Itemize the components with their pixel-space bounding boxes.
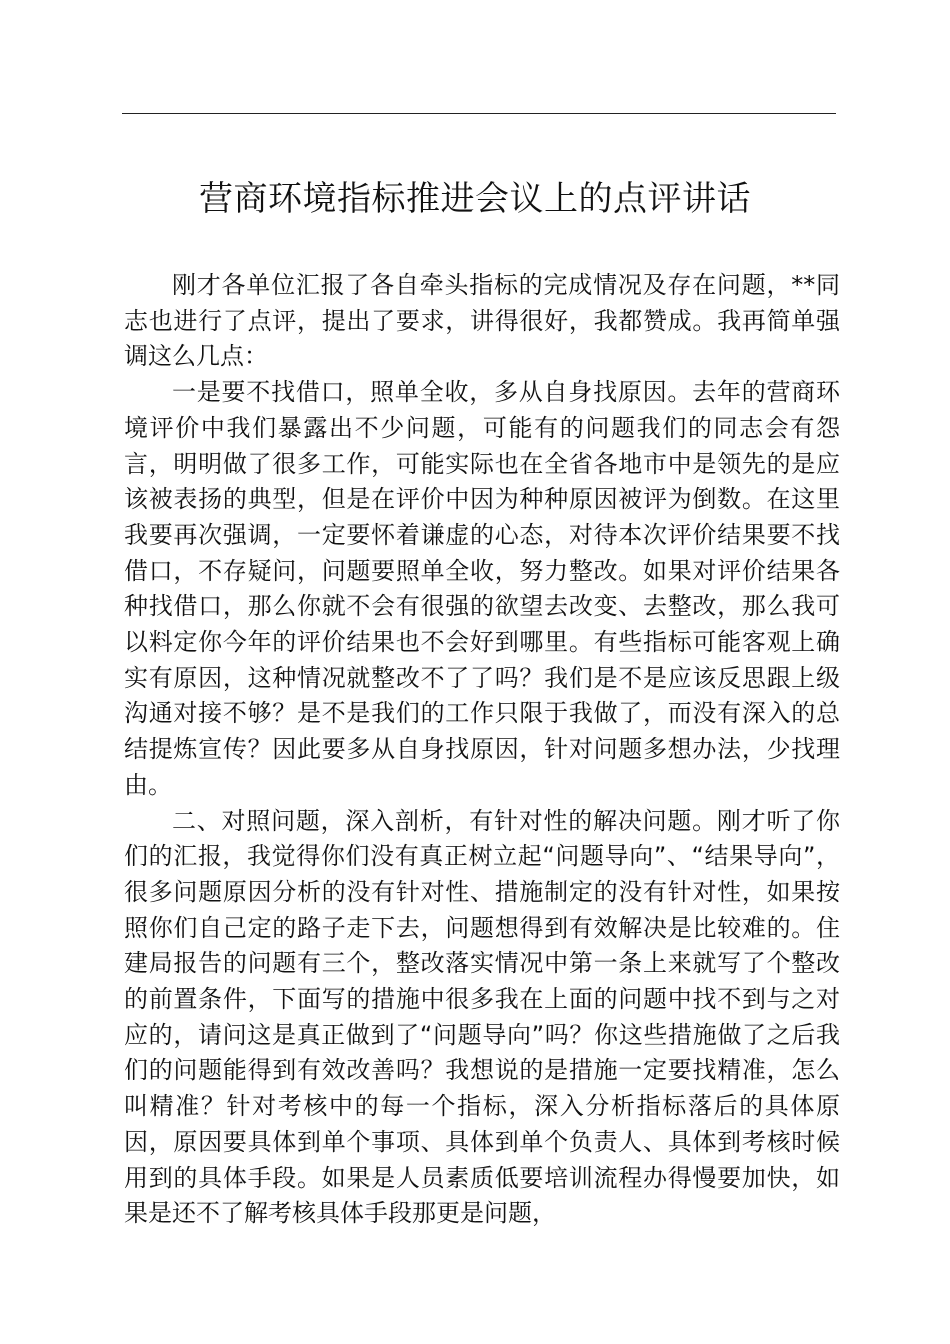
paragraph-intro: 刚才各单位汇报了各自牵头指标的完成情况及存在问题，**同志也进行了点评，提出了要求，讲得很好，我都赞成。我再简单强调这么几点： [124, 271, 840, 371]
paragraph-point-one: 一是要不找借口，照单全收，多从自身找原因。去年的营商环境评价中我们暴露出不少问题，可能有的问题我们的同志会有怨言，明明做了很多工作，可能实际也在全省各地市中是领先的是应该被表扬的典型，但是在评价中因为种种原因被评为倒数。在这里我要再次强调，一定要怀着谦虚的心态，对待本次评价结果要不找借口，不存疑问，问题要照单全收，努力整改。如果对评价结果各种找借口，那么你就不会有很强的欲望去改变、去整改，那么我可以料定你今年的评价结果也不会好到哪里。有些指标可能客观上确实有原因，这种情况就整改不了了吗？我们是不是应该反思跟上级沟通对接不够？是不是我们的工作只限于我做了，而没有深入的总结提炼宣传？因此要多从自身找原因，针对问题多想办法，少找理由。 [124, 378, 840, 799]
document-title: 营商环境指标推进会议上的点评讲话 [199, 179, 751, 219]
header-rule [122, 113, 836, 114]
document-body [124, 268, 840, 1232]
paragraph-point-two: 二、对照问题，深入剖析，有针对性的解决问题。刚才听了你们的汇报，我觉得你们没有真正树立起“问题导向”、“结果导向”，很多问题原因分析的没有针对性、措施制定的没有针对性，如果按照你们自己定的路子走下去，问题想得到有效解决是比较难的。住建局报告的问题有三个，整改落实情况中第一条上来就写了个整改的前置条件，下面写的措施中很多我在上面的问题中找不到与之对应的，请问这是真正做到了“问题导向”吗？你这些措施做了之后我们的问题能得到有效改善吗？我想说的是措施一定要找精准，怎么叫精准？针对考核中的每一个指标，深入分析指标落后的具体原因，原因要具体到单个事项、具体到单个负责人、具体到考核时候用到的具体手段。如果是人员素质低要培训流程办得慢要加快，如果是还不了解考核具体手段那更是问题， [124, 806, 840, 1228]
